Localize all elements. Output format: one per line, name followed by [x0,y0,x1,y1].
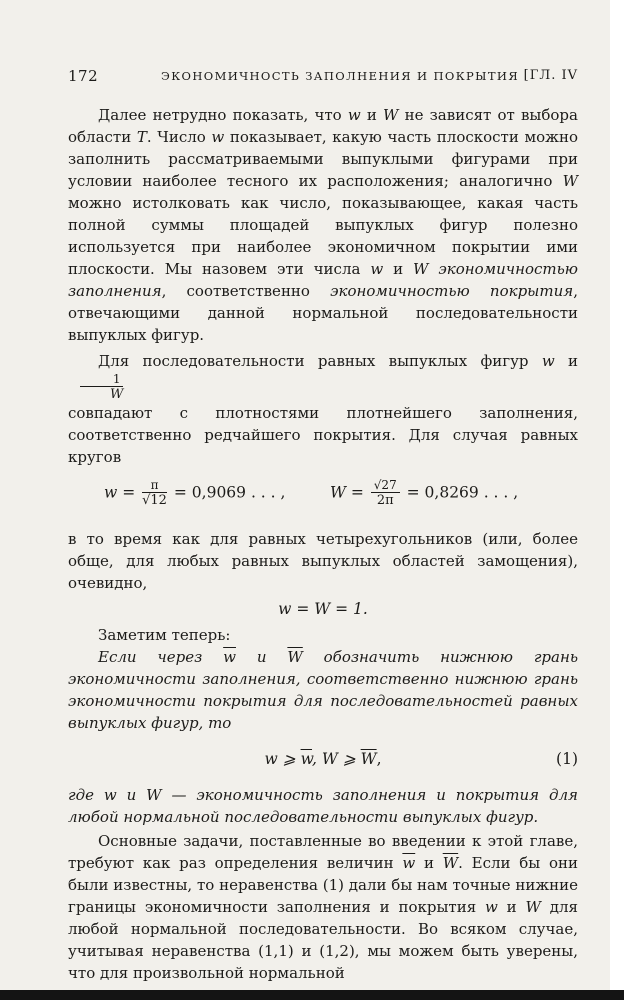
theorem-statement: Если через $\overline{w}$ и $\overline{W}$ обозначить нижнюю грань экономичности заполнения, соответственно нижнюю грань экономичности покрытия для последовательностей равных выпуклых фигур, то [68,648,578,732]
equation-circles: w = $\frac{\pi}{√12}$ = 0,9069 . . . , W = $\frac{√27}{2\pi}$ = 0,8269 . . . , [104,478,519,508]
fraction-one-over-W: $\frac{1}{W}$ [80,372,123,402]
paragraph-1: Далее нетрудно показать, что w и W не зависят от выбора области T. Число w показывает, какую часть плоскости можно заполнить рассматриваемыми выпуклыми фигурами при условии наиболее тесного их расположения; аналогично W можно истолковать как число, показывающее, какая часть полной суммы площадей выпуклых фигур полезно используется при наиболее экономичном покрытии ими плоскости. Мы назовем эти числа w и W экономичностью заполнения, соответственно экономичностью покрытия, отвечающими данной нормальной последовательности выпуклых фигур. [68,106,578,344]
term-fill-economy: экономичностью заполнения [68,260,578,300]
equation-number: (1) [556,750,578,768]
chapter-label: [ГЛ. IV [523,68,578,83]
fraction-pi-sqrt12: $\frac{\pi}{√12}$ [142,478,167,508]
theorem-conclusion: где w и W — экономичность заполнения и покрытия для любой нормальной последовательности выпуклых фигур. [68,786,578,826]
page-header [68,67,578,89]
fraction-sqrt27-2pi: $\frac{√27}{2\pi}$ [371,478,400,509]
paragraph-2: Для последовательности равных выпуклых фигур w и $\frac{1}{W}$ [68,350,578,402]
paragraph-3: в то время как для равных четырехугольников (или, более обще, для любых равных выпуклых областей замощения), очевидно, [68,530,578,592]
page-body [68,104,578,984]
paragraph-4: Заметим теперь: [98,626,231,644]
paragraph-5: Основные задачи, поставленные во введении к этой главе, требуют как раз определения величин $\overline{w}$ и $\overline{W}$. Если бы они были известны, то неравенства (1) дали бы нам точные нижние границы экономичности заполнения и покрытия w и W для любой нормальной последовательности. Во всяком случае, учитывая неравенства (1,1) и (1,2), мы можем быть уверены, что для произвольной нормальной [68,832,578,982]
equation-unity: w = W = 1. [278,600,368,618]
page-number: 172 [68,67,99,85]
term-cover-economy: экономичностью покрытия [330,282,574,300]
paragraph-2-cont: совпадают с плотностями плотнейшего заполнения, соответственно редчайшего покрытия. Для случая равных кругов [68,404,578,466]
equation-1: w ⩾ $\overline{w}$, W ⩾ $\overline{W}$, (1) [264,750,578,768]
scan-bottom-border [0,990,624,1000]
running-title: ЭКОНОМИЧНОСТЬ ЗАПОЛНЕНИЯ И ПОКРЫТИЯ [161,69,520,83]
